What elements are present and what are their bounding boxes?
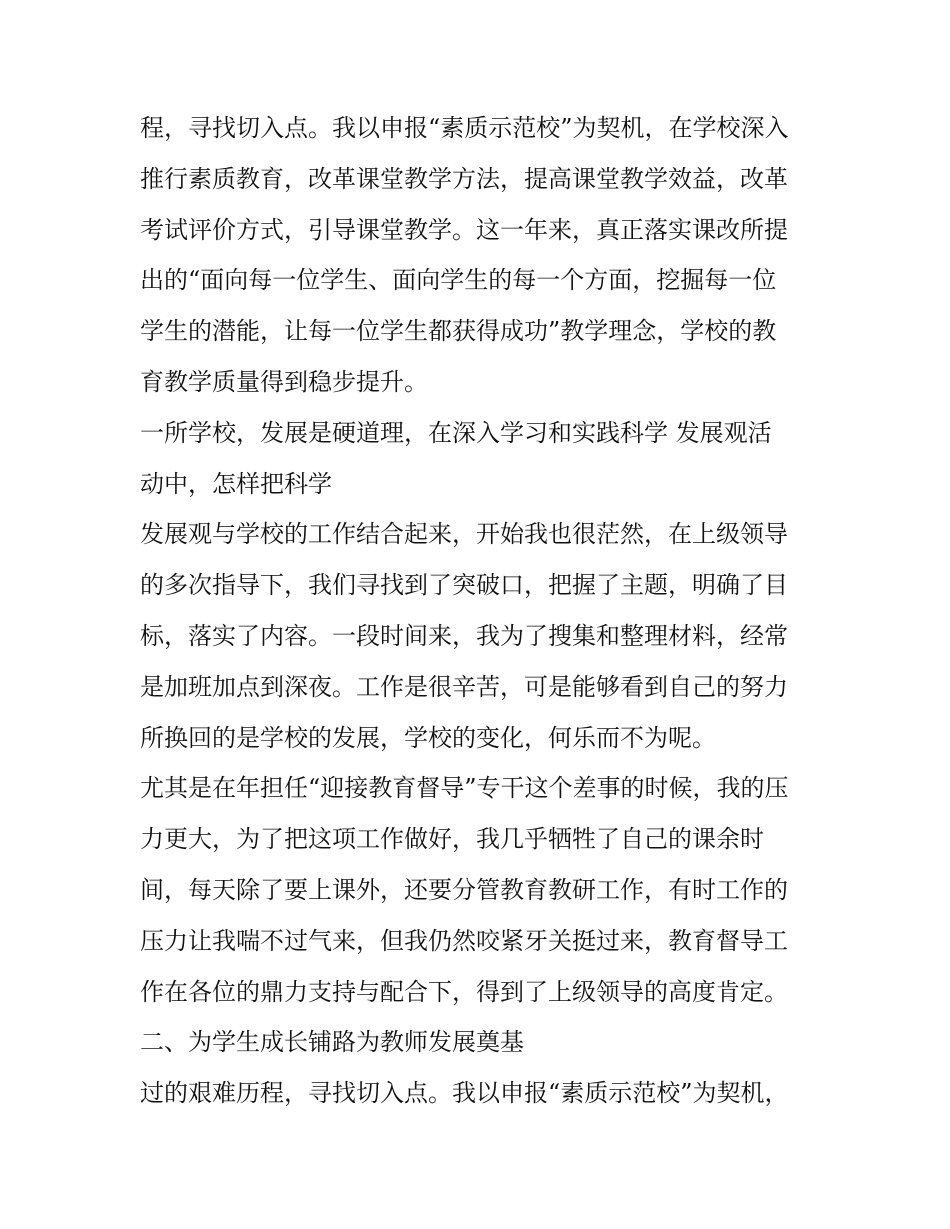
text-line: 动中，怎样把科学 [140, 469, 332, 498]
text-line: 出的“面向每一位学生、面向学生的每一个方面，挖掘每一位 [140, 266, 777, 295]
text-line: 压力让我喘不过气来，但我仍然咬紧牙关挺过来，教育督导工 [140, 926, 788, 955]
text-line: 间，每天除了要上课外，还要分管教育教研工作，有时工作的 [140, 875, 788, 904]
text-line: 程，寻找切入点。我以申报“素质示范校”为契机，在学校深入 [140, 114, 789, 142]
text-line: 作在各位的鼎力支持与配合下，得到了上级领导的高度肯定。 [140, 977, 788, 1006]
section-heading: 二、为学生成长铺路为教师发展奠基 [140, 1028, 524, 1057]
text-line: 尤其是在年担任“迎接教育督导”专干这个差事的时候，我的压 [140, 774, 789, 803]
text-line: 一所学校，发展是硬道理，在深入学习和实践科学 发展观活 [140, 418, 772, 447]
text-line: 是加班加点到深夜。工作是很辛苦，可是能够看到自己的努力 [140, 672, 788, 701]
text-line: 的多次指导下，我们寻找到了突破口，把握了主题，明确了目 [140, 571, 788, 600]
text-line: 过的艰难历程，寻找切入点。我以申报“素质示范校”为契机， [140, 1079, 789, 1108]
text-line: 考试评价方式，引导课堂教学。这一年来，真正落实课改所提 [140, 215, 788, 244]
text-line: 推行素质教育，改革课堂教学方法，提高课堂教学效益，改革 [140, 164, 788, 193]
text-line: 所换回的是学校的发展，学校的变化，何乐而不为呢。 [140, 723, 716, 752]
body-text [140, 103, 820, 1119]
text-line: 学生的潜能，让每一位学生都获得成功”教学理念，学校的教 [140, 317, 777, 346]
text-line: 育教学质量得到稳步提升。 [140, 367, 428, 396]
text-line: 发展观与学校的工作结合起来，开始我也很茫然，在上级领导 [140, 520, 788, 549]
text-line: 标，落实了内容。一段时间来，我为了搜集和整理材料，经常 [140, 621, 788, 650]
text-line: 力更大，为了把这项工作做好，我几乎牺牲了自己的课余时 [140, 825, 764, 854]
